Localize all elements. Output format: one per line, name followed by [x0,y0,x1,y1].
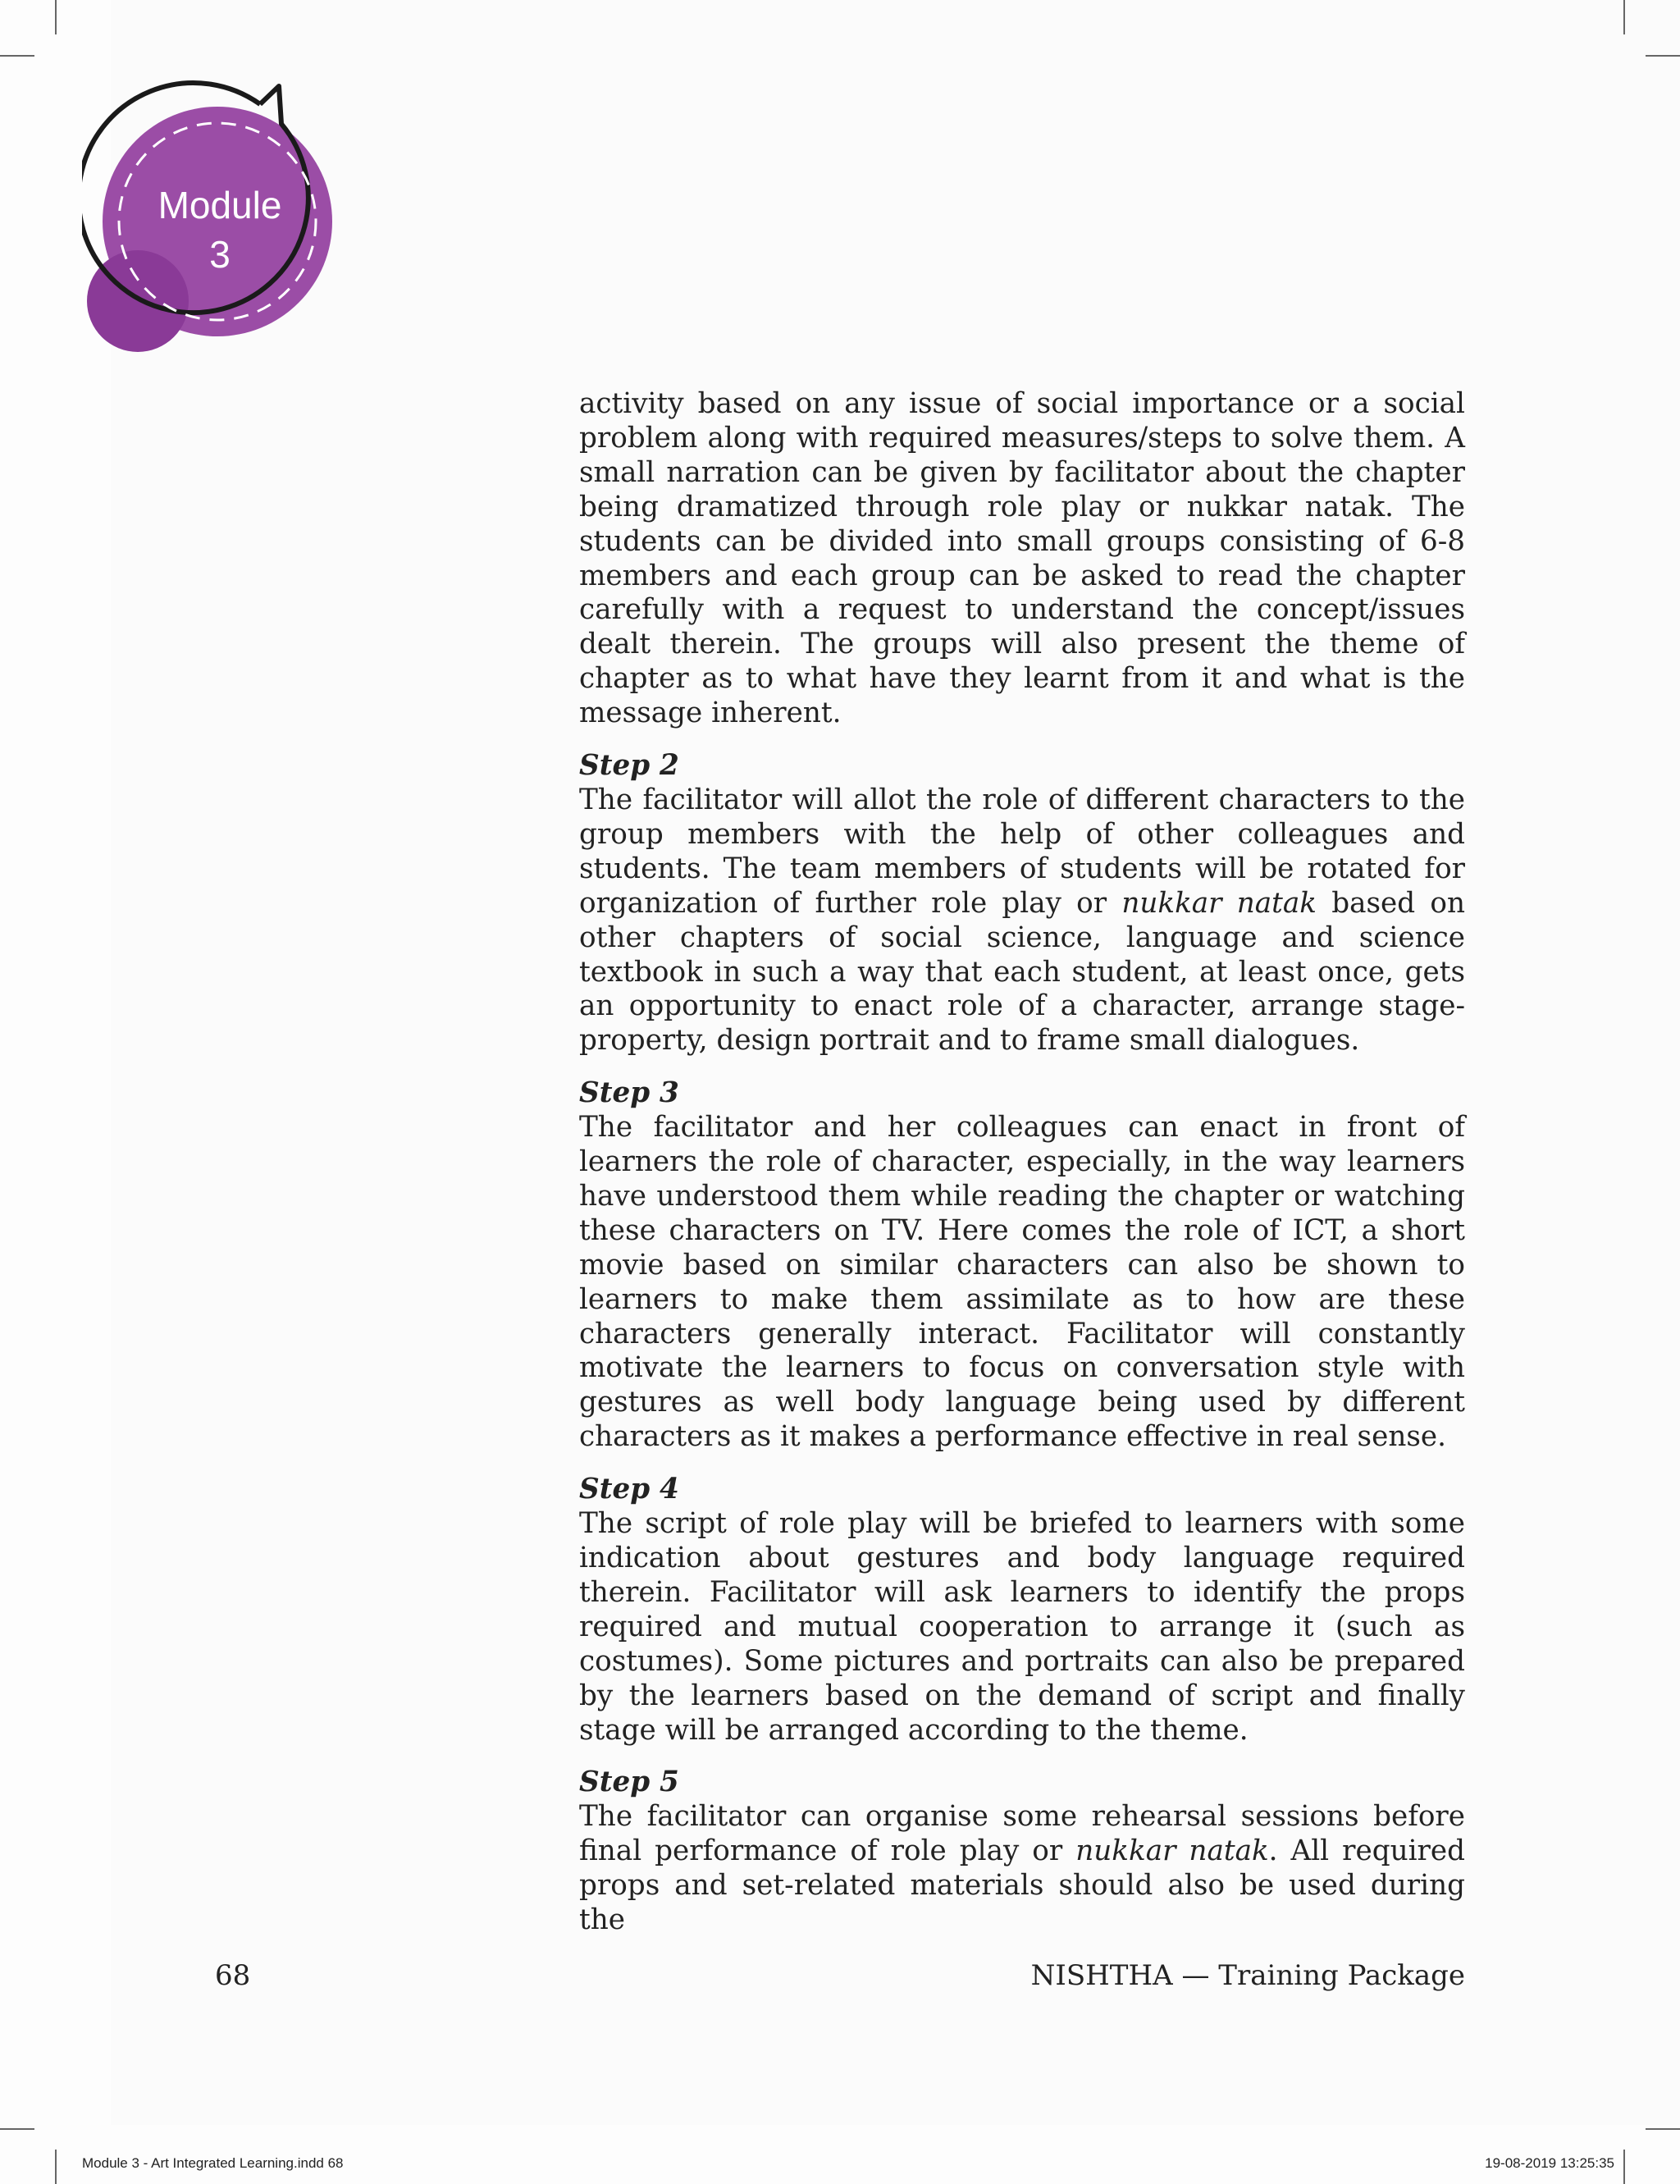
step-2-heading: Step 2 [579,749,679,783]
module-badge-label [138,180,302,279]
step-2-paragraph: The facilitator will allot the role of different characters to the group members with the help of other colleagues and students. The team members of students will be rotated for organization of further role play or nukkar natak based on other chapters of social science, language and science textbook in such a way that each student, at least once, gets an opportunity to enact role of a character, arrange stage-property, design portrait and to frame small dialogues. [579,783,1465,1058]
crop-mark-top-right-horizontal [1646,55,1680,57]
step-3-heading: Step 3 [579,1076,679,1110]
step-5-section [579,1766,1465,1938]
crop-mark-bottom-right-horizontal [1646,2128,1680,2130]
step-4-paragraph: The script of role play will be briefed to learners with some indication about gestures and body language required therein. Facilitator will ask learners to identify the props required and mutual cooperation to arrange it (such as costumes). Some pictures and portraits can also be prepared by the learners based on the demand of script and finally stage will be arranged according to the theme. [579,1507,1465,1747]
step-4-heading: Step 4 [579,1473,679,1506]
intro-paragraph: activity based on any issue of social importance or a social problem along with required measures/steps to solve them. A small narration can be given by facilitator about the chapter being dramatized through role play or nukkar natak. The students can be divided into small groups consisting of 6-8 members and each group can be asked to read the chapter carefully with a request to understand the concept/issues dealt therein. The groups will also present the theme of chapter as to what have they learnt from it and what is the message inherent. [579,387,1465,730]
running-footer-title: NISHTHA — Training Package [1030,1959,1465,1992]
crop-mark-bottom-right-vertical [1623,2150,1625,2184]
crop-mark-top-left-horizontal [0,55,34,57]
crop-mark-top-left-vertical [55,0,57,34]
page-number: 68 [215,1959,251,1992]
print-slug-datetime: 19-08-2019 13:25:35 [1485,2155,1614,2171]
step-5-heading: Step 5 [579,1766,679,1799]
step-4-section [579,1473,1465,1748]
nukkar-natak-term: nukkar natak [1075,1834,1269,1868]
body-text [579,387,1465,1938]
step-5-paragraph: The facilitator can organise some rehearsal sessions before final performance of role play or nukkar natak. All required props and set-related materials should also be used during the [579,1800,1465,1937]
crop-mark-top-right-vertical [1623,0,1625,34]
nukkar-natak-term: nukkar natak [1121,886,1317,920]
step-3-paragraph: The facilitator and her colleagues can enact in front of learners the role of character, especially, in the way learners have understood them while reading the chapter or watching these characters on TV. Here comes the role of ICT, a short movie based on similar characters can also be shown to learners to make them assimilate as to how are these characters generally interact. Facilitator will constantly motivate the learners to focus on conversation style with gestures as well body language being used by different characters as it makes a performance effective in real sense. [579,1111,1465,1454]
step-3-section [579,1076,1465,1455]
module-number: 3 [209,233,231,276]
print-slug-filename: Module 3 - Art Integrated Learning.indd 68 [82,2155,344,2171]
crop-mark-bottom-left-horizontal [0,2128,34,2130]
step-2-section [579,749,1465,1058]
module-label: Module [158,184,282,226]
crop-mark-bottom-left-vertical [55,2150,57,2184]
